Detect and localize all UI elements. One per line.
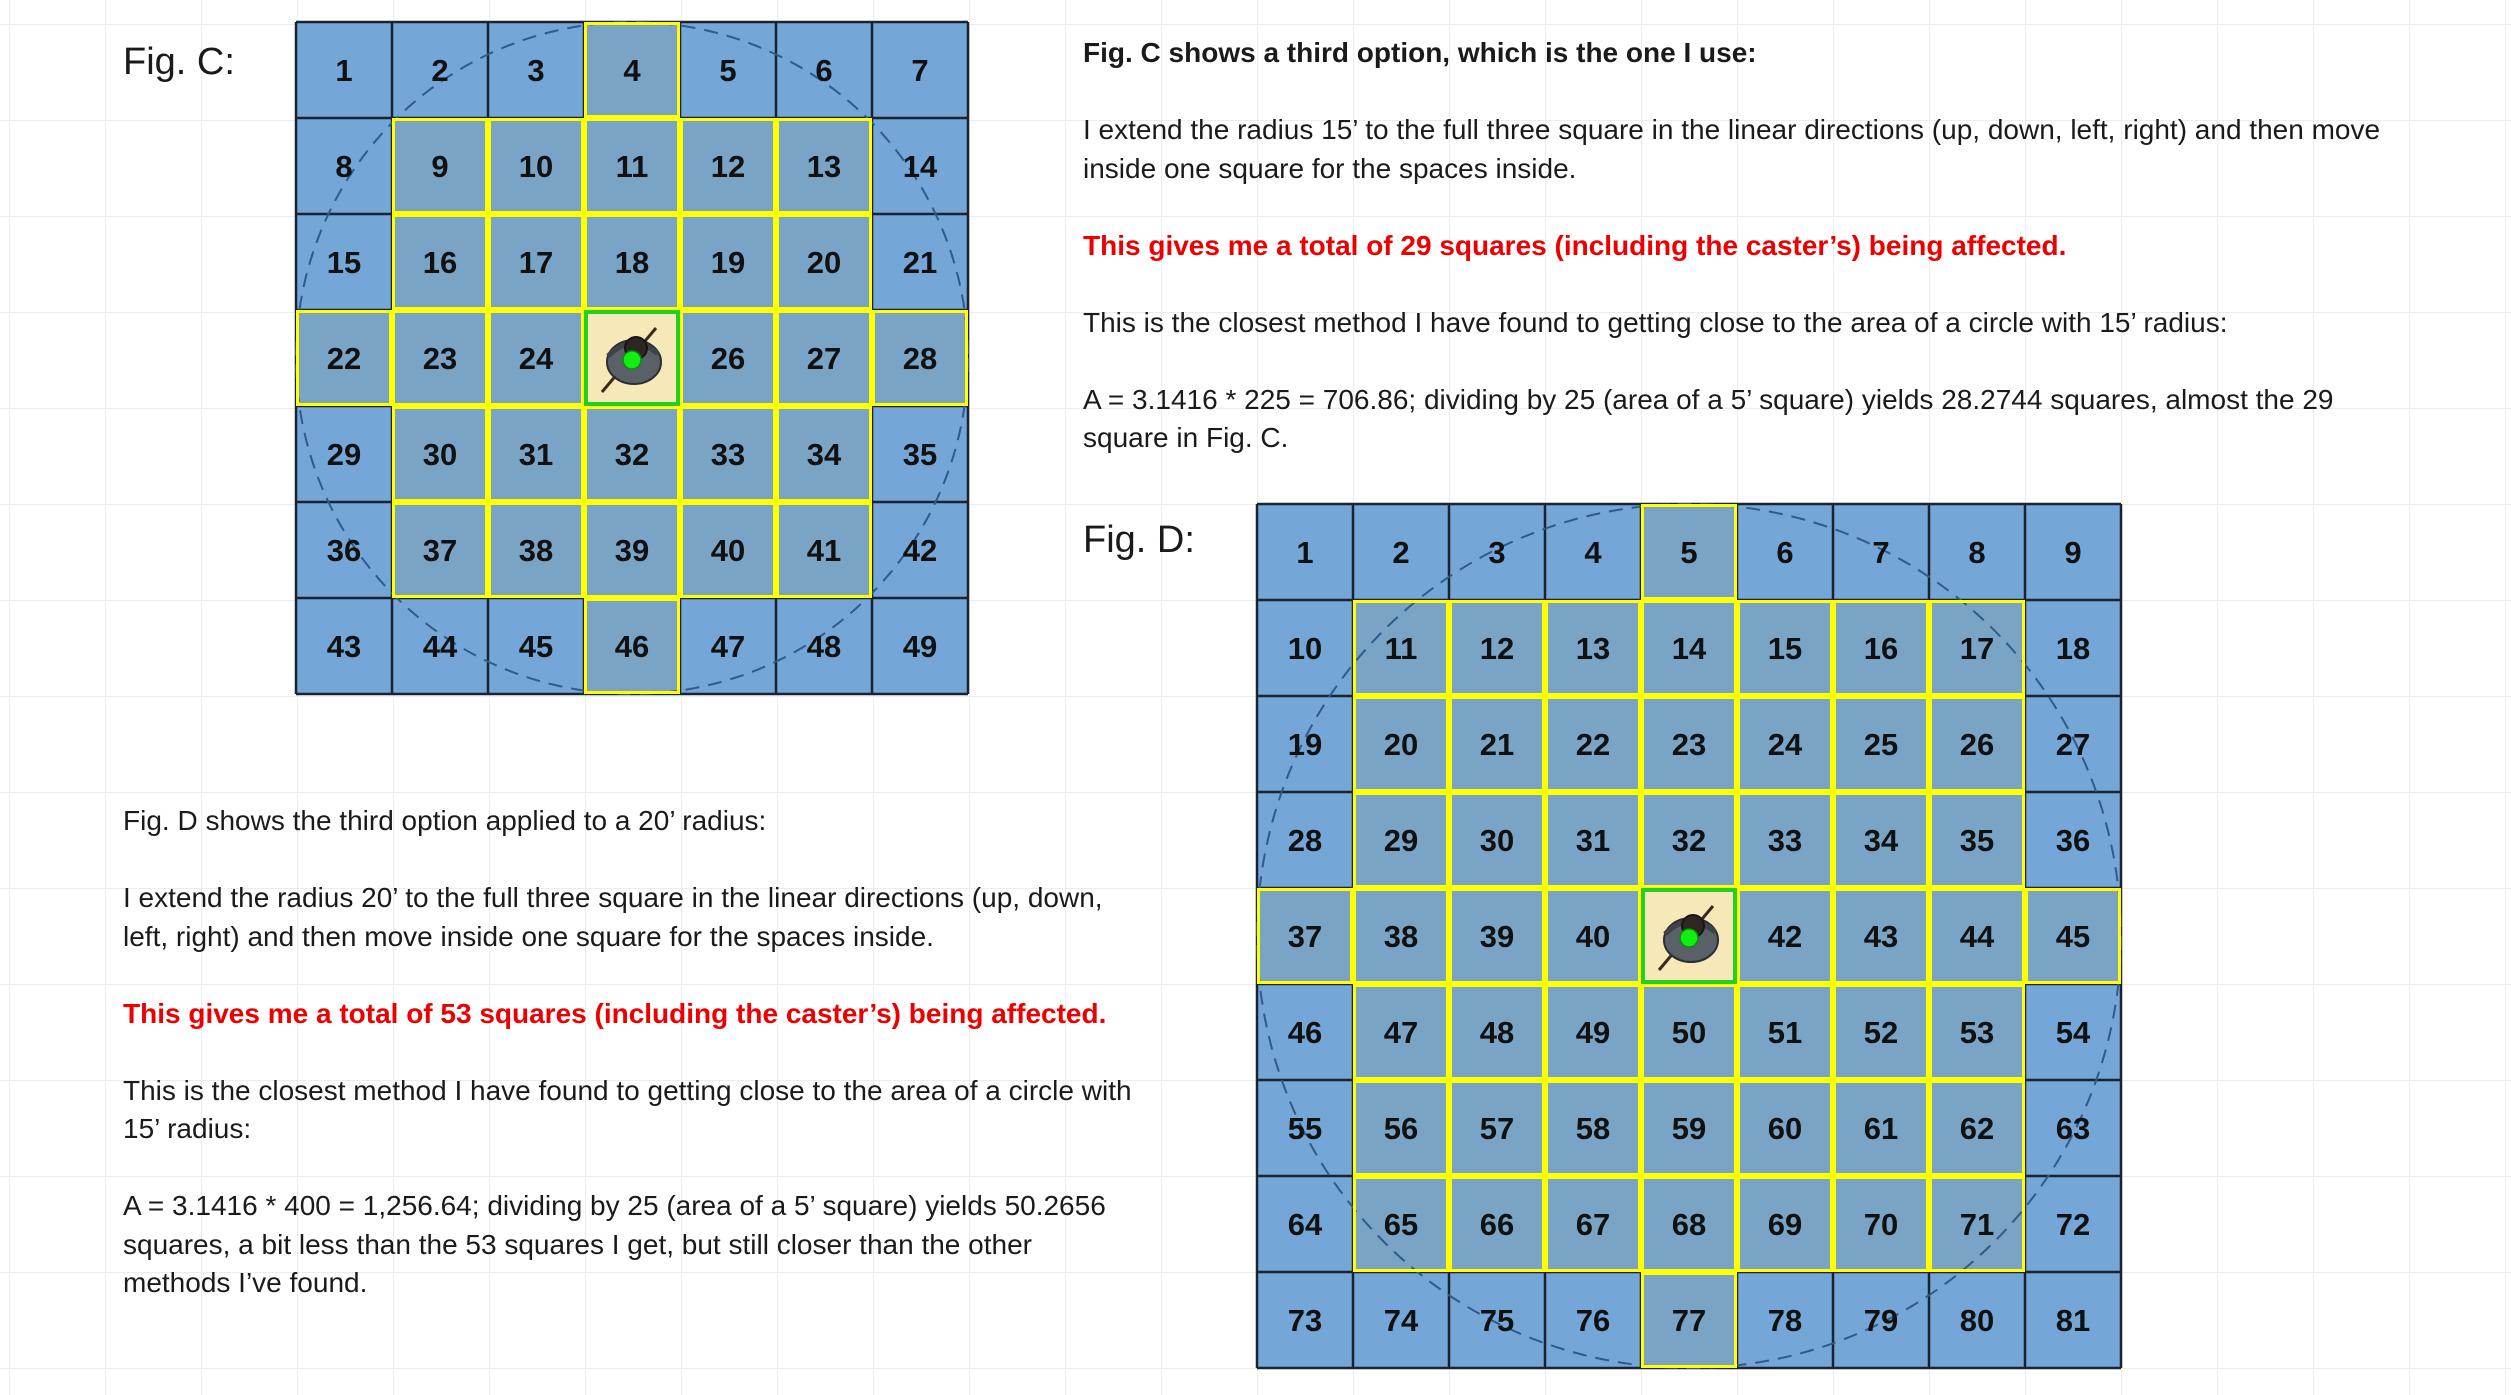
- fig-c-cell-number: 4: [623, 53, 641, 88]
- fig-d-cell-number: 49: [1575, 1015, 1611, 1050]
- fig-d-cell-number: 34: [1863, 823, 1899, 858]
- fig-d-cell-number: 80: [1959, 1303, 1995, 1338]
- fig-d-cell-number: 37: [1287, 919, 1323, 954]
- fig-c-cell-number: 16: [422, 245, 458, 280]
- fig-d-cell-number: 33: [1767, 823, 1803, 858]
- fig-d-cell-number: 58: [1575, 1111, 1611, 1146]
- fig-d-cell-number: 1: [1296, 535, 1314, 570]
- fig-d-cell-number: 4: [1584, 535, 1602, 570]
- fig-d-paragraph-3: A = 3.1416 * 400 = 1,256.64; dividing by 25 (area of a 5’ square) yields 50.2656 squares, a bit less than the 53 squares I get, but still closer than the other methods I’ve found.: [123, 1190, 1106, 1298]
- fig-d-cell-number: 75: [1479, 1303, 1515, 1338]
- fig-d-cell-number: 15: [1767, 631, 1803, 666]
- fig-c-cell-number: 30: [422, 437, 458, 472]
- fig-c-heading: Fig. C shows a third option, which is the one I use:: [1083, 37, 1757, 68]
- fig-c-paragraph-2: This is the closest method I have found to getting close to the area of a circle with 15’ radius:: [1083, 306, 2228, 338]
- fig-c-cell-number: 38: [518, 533, 554, 568]
- fig-d-cell-number: 28: [1287, 823, 1323, 858]
- fig-d-label: Fig. D:: [1083, 519, 1195, 561]
- fig-d-cell-number: 36: [2055, 823, 2091, 858]
- fig-c-cell-number: 45: [518, 629, 554, 664]
- fig-c-cell-number: 20: [806, 245, 842, 280]
- fig-c-cell-number: 22: [326, 341, 362, 376]
- fig-c-cell-number: 36: [326, 533, 362, 568]
- fig-d-paragraph-1: I extend the radius 20’ to the full three square in the linear directions (up, down, left, right) and then move inside one square for the spaces inside.: [123, 882, 1103, 952]
- fig-d-paragraph-2: This is the closest method I have found to getting close to the area of a circle with 15’ radius:: [123, 1074, 1132, 1144]
- fig-d-cell-number: 10: [1287, 631, 1323, 666]
- fig-d-cell-number: 29: [1383, 823, 1419, 858]
- fig-d-cell-number: 12: [1479, 631, 1515, 666]
- fig-d-cell-number: 76: [1575, 1303, 1611, 1338]
- fig-c-cell-number: 33: [710, 437, 746, 472]
- fig-d-cell-number: 52: [1863, 1015, 1899, 1050]
- fig-d-cell-number: 46: [1287, 1015, 1323, 1050]
- fig-c-cell-number: 12: [710, 149, 746, 184]
- fig-c-cell-number: 2: [431, 53, 449, 88]
- fig-d-cell-number: 69: [1767, 1207, 1803, 1242]
- fig-d-cell-number: 55: [1287, 1111, 1323, 1146]
- fig-d-cell-number: 31: [1575, 823, 1611, 858]
- fig-d-cell-number: 74: [1383, 1303, 1419, 1338]
- fig-d-cell-number: 57: [1479, 1111, 1515, 1146]
- fig-d-cell-number: 42: [1767, 919, 1803, 954]
- fig-d-cell-number: 40: [1575, 919, 1611, 954]
- fig-d-cell-number: 44: [1959, 919, 1995, 954]
- fig-c-cell-number: 37: [422, 533, 458, 568]
- fig-c-cell-number: 21: [902, 245, 938, 280]
- fig-d-cell-number: 24: [1767, 727, 1803, 762]
- fig-d-cell-number: 56: [1383, 1111, 1419, 1146]
- fig-c-cell-number: 1: [335, 53, 353, 88]
- fig-d-cell-number: 39: [1479, 919, 1515, 954]
- fig-c-cell-number: 24: [518, 341, 554, 376]
- fig-d-cell-number: 18: [2055, 631, 2091, 666]
- fig-c-cell-number: 27: [806, 341, 842, 376]
- fig-d-cell-number: 5: [1680, 535, 1698, 570]
- fig-d-cell-number: 17: [1959, 631, 1995, 666]
- fig-d-cell-number: 30: [1479, 823, 1515, 858]
- fig-d-cell-number: 60: [1767, 1111, 1803, 1146]
- fig-c-cell-number: 6: [815, 53, 833, 88]
- fig-c-cell-number: 9: [431, 149, 449, 184]
- fig-d-cell-number: 78: [1767, 1303, 1803, 1338]
- fig-d-cell-number: 72: [2055, 1207, 2091, 1242]
- fig-c-cell-number: 40: [710, 533, 746, 568]
- fig-d-cell-number: 51: [1767, 1015, 1803, 1050]
- fig-c-cell-number: 35: [902, 437, 938, 472]
- fig-c-cell-number: 7: [911, 53, 929, 88]
- fig-c-cell-number: 19: [710, 245, 746, 280]
- fig-c-cell-number: 28: [902, 341, 938, 376]
- fig-d-cell-number: 64: [1287, 1207, 1323, 1242]
- fig-d-cell-number: 71: [1959, 1207, 1995, 1242]
- fig-c-cell-number: 11: [615, 149, 649, 184]
- fig-d-cell-number: 2: [1392, 535, 1410, 570]
- fig-d-cell-number: 47: [1383, 1015, 1419, 1050]
- fig-d-cell-number: 8: [1968, 535, 1986, 570]
- fig-d-cell-number: 70: [1863, 1207, 1899, 1242]
- fig-d-cell-number: 67: [1575, 1207, 1611, 1242]
- fig-d-cell-number: 43: [1863, 919, 1899, 954]
- fig-d-cell-number: 48: [1479, 1015, 1515, 1050]
- fig-c-cell-number: 41: [806, 533, 842, 568]
- fig-d-cell-number: 59: [1671, 1111, 1707, 1146]
- fig-c-cell-number: 43: [326, 629, 362, 664]
- fig-d-cell-number: 68: [1671, 1207, 1707, 1242]
- fig-d-cell-number: 54: [2055, 1015, 2091, 1050]
- fig-d-cell-number: 7: [1872, 535, 1890, 570]
- fig-d-cell-number: 16: [1863, 631, 1899, 666]
- fig-d-cell-number: 26: [1959, 727, 1995, 762]
- fig-c-cell-number: 47: [710, 629, 746, 664]
- fig-c-cell-number: 23: [422, 341, 458, 376]
- fig-d-cell-number: 11: [1384, 631, 1418, 666]
- fig-c-explanation: [1083, 34, 2423, 458]
- fig-d-cell-number: 3: [1488, 535, 1506, 570]
- fig-d-cell-number: 63: [2055, 1111, 2091, 1146]
- fig-c-cell-number: 29: [326, 437, 362, 472]
- fig-d-cell-number: 66: [1479, 1207, 1515, 1242]
- fig-c-cell-number: 49: [902, 629, 938, 664]
- fig-c-cell-number: 39: [614, 533, 650, 568]
- fig-c-cell-number: 48: [806, 629, 842, 664]
- fig-d-cell-number: 38: [1383, 919, 1419, 954]
- fig-c-cell-number: 31: [518, 437, 554, 472]
- fig-c-cell-number: 3: [527, 53, 545, 88]
- fig-d-cell-number: 13: [1575, 631, 1611, 666]
- fig-d-cell-number: 45: [2055, 919, 2091, 954]
- fig-c-cell-number: 15: [326, 245, 362, 280]
- fig-d-cell-number: 21: [1479, 727, 1515, 762]
- fig-d-cell-number: 79: [1863, 1303, 1899, 1338]
- fig-c-label: Fig. C:: [123, 41, 235, 83]
- fig-c-cell-number: 46: [614, 629, 650, 664]
- fig-d-cell-number: 35: [1959, 823, 1995, 858]
- fig-d-cell-number: 62: [1959, 1111, 1995, 1146]
- fig-d-grid: [1257, 504, 2121, 1368]
- fig-d-cell-number: 19: [1287, 727, 1323, 762]
- fig-c-cell-number: 10: [518, 149, 554, 184]
- fig-c-cell-number: 42: [902, 533, 938, 568]
- fig-d-cell-number: 77: [1671, 1303, 1707, 1338]
- fig-c-cell-number: 44: [422, 629, 458, 664]
- fig-d-cell-number: 22: [1575, 727, 1611, 762]
- fig-c-cell-number: 14: [902, 149, 938, 184]
- fig-d-heading: Fig. D shows the third option applied to a 20’ radius:: [123, 805, 767, 836]
- fig-d-cell-number: 53: [1959, 1015, 1995, 1050]
- fig-d-cell-number: 27: [2055, 727, 2091, 762]
- fig-c-highlight: This gives me a total of 29 squares (including the caster’s) being affected.: [1083, 229, 2067, 261]
- fig-c-cell-number: 34: [806, 437, 842, 472]
- fig-c-cell-number: 18: [614, 245, 650, 280]
- fig-c-paragraph-3: A = 3.1416 * 225 = 706.86; dividing by 25 (area of a 5’ square) yields 28.2744 squares, almost the 29 square in Fig. C.: [1083, 383, 2334, 453]
- fig-c-cell-number: 5: [719, 53, 737, 88]
- fig-d-cell-number: 50: [1671, 1015, 1707, 1050]
- fig-c-cell-number: 26: [710, 341, 746, 376]
- fig-c-grid: [296, 22, 968, 694]
- fig-d-cell-number: 6: [1776, 535, 1794, 570]
- fig-d-cell-number: 9: [2064, 535, 2082, 570]
- fig-d-explanation: [123, 802, 1143, 1303]
- fig-d-cell-number: 32: [1671, 823, 1707, 858]
- fig-c-cell-number: 8: [335, 149, 353, 184]
- fig-c-cell-number: 13: [806, 149, 842, 184]
- fig-c-cell-number: 17: [518, 245, 554, 280]
- fig-d-cell-number: 65: [1383, 1207, 1419, 1242]
- fig-c-paragraph-1: I extend the radius 15’ to the full three square in the linear directions (up, down, left, right) and then move inside one square for the spaces inside.: [1083, 114, 2381, 184]
- fig-d-cell-number: 25: [1863, 727, 1899, 762]
- fig-c-cell-number: 32: [614, 437, 650, 472]
- fig-d-cell-number: 23: [1671, 727, 1707, 762]
- fig-d-cell-number: 20: [1383, 727, 1419, 762]
- fig-d-highlight: This gives me a total of 53 squares (including the caster’s) being affected.: [123, 997, 1107, 1029]
- fig-d-cell-number: 61: [1863, 1111, 1899, 1146]
- fig-d-cell-number: 14: [1671, 631, 1707, 666]
- fig-d-cell-number: 73: [1287, 1303, 1323, 1338]
- fig-d-cell-number: 81: [2055, 1303, 2091, 1338]
